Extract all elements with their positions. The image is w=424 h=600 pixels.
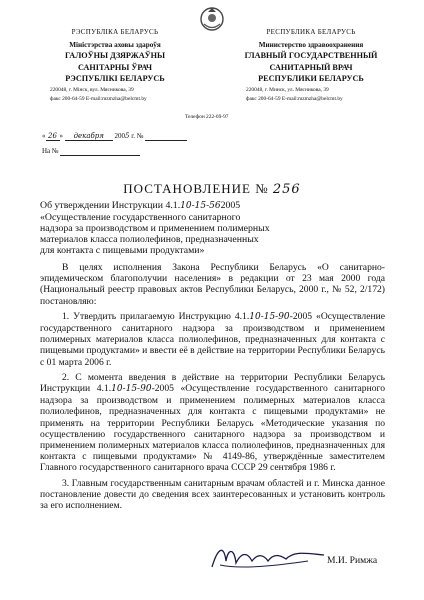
instruction-code: 10-15-90 xyxy=(111,384,152,395)
signer-name: М.И. Римжа xyxy=(327,555,378,566)
date-year-prefix: 200 xyxy=(114,132,125,140)
letterhead-title-line: РЭСПУБЛІКІ БЕЛАРУСЬ xyxy=(65,74,165,84)
subject-code: 10-15-56 xyxy=(180,201,221,211)
subject-line: 2005 xyxy=(220,200,241,211)
letterhead-title-line: САНИТАРНЫЙ ВРАЧ xyxy=(269,62,353,72)
subject-line: «Осуществление государственного санитарного xyxy=(40,212,241,223)
letterhead-address: 220048, г. Минск, ул. Мясникова, 39 xyxy=(246,86,329,93)
letterhead-right xyxy=(226,28,396,102)
letterhead-title-line: ГЛАВНЫЙ ГОСУДАРСТВЕННЫЙ xyxy=(244,51,378,61)
letterhead-phone: Телефон 222-69-97 xyxy=(185,114,229,120)
state-emblem-icon xyxy=(198,4,226,34)
letterhead-fax-email: факс 200-64-59 E-mail:mzmzha@belcmt.by xyxy=(50,95,147,102)
reference-line xyxy=(42,147,140,156)
handwritten-signature xyxy=(208,541,328,573)
instruction-code: 10-15-90 xyxy=(249,311,290,322)
date-year-label: г. xyxy=(131,132,136,140)
paragraph: 2. С момента введения в действие на территории Республики Беларусь Инструкции 4.1.10-15-90-2005 «Осуществление государственного санитарного надзора за производством и применением полимерных материалов класса полиолефинов, предназначенных для контакта с пищевыми продуктами» не применять на территории Республики Беларусь «Методические указания по осуществлению государственного санитарного надзора за производством и применением полимерных материалов класса полиолефинов, предназначенных для контакта с пищевыми продуктами» № 4149-86, утверждённые заместителем Главного государственного санитарного врача СССР 29 сентября 1986 г. xyxy=(40,371,385,474)
letterhead-title-line: РЕСПУБЛИКИ БЕЛАРУСЬ xyxy=(258,74,364,84)
letterhead-title-line: ГАЛОЎНЫ ДЗЯРЖАЎНЫ xyxy=(64,51,166,61)
letterhead-country: РЕСПУБЛИКА БЕЛАРУСЬ xyxy=(266,28,356,36)
number-label: № xyxy=(136,132,144,140)
subject-line: материалов класса полиолефинов, предназначенных xyxy=(40,234,259,245)
subject-line: надзора за производством и применением полимерных xyxy=(40,223,270,234)
date-line: « 26 » декабря 2005 г. № xyxy=(42,132,187,141)
document-body xyxy=(40,262,385,515)
date-year-suffix: 5 xyxy=(125,132,130,140)
subject-line: Об утверждении Инструкции 4.1. xyxy=(40,200,181,211)
document-title-text: ПОСТАНОВЛЕНИЕ № xyxy=(123,181,269,196)
letterhead-country: РЭСПУБЛІКА БЕЛАРУСЬ xyxy=(71,28,159,36)
subject-line: для контакта с пищевыми продуктами» xyxy=(40,245,205,256)
date-day: 26 xyxy=(46,132,60,141)
letterhead-address: 220048, г. Мінск, вул. Мясникова, 39 xyxy=(50,86,134,93)
reference-label: На № xyxy=(42,147,59,155)
date-month: декабря xyxy=(65,132,113,141)
letterhead-fax-email: факс 200-64-59 E-mail:mzmzha@belcmt.by xyxy=(246,95,343,102)
letterhead-ministry: Министерство здравоохранения xyxy=(258,41,364,50)
letterhead-left xyxy=(30,28,200,102)
document-subject xyxy=(40,200,310,256)
paragraph: 1. Утвердить прилагаемую Инструкцию 4.1.10-15-90-2005 «Осуществление государственного санитарного надзора за производством и применением полимерных материалов класса полиолефинов, предназначенных для контакта с пищевыми продуктами» и ввести её в действие на территории Республики Беларусь с 01 марта 2006 г. xyxy=(40,310,385,368)
paragraph: 3. Главным государственным санитарным врачам областей и г. Минска данное постановление довести до сведения всех заинтересованных и установить контроль за его исполнением. xyxy=(40,477,385,512)
letterhead-ministry: Міністэрства аховы здароўя xyxy=(69,41,161,50)
paragraph: В целях исполнения Закона Республики Беларусь «О санитарно-эпидемическом благополучии населения» в редакции от 23 мая 2000 года (Национальный реестр правовых актов Республики Беларусь, 2000 г., № 52, 2/172) постановляю: xyxy=(40,262,385,307)
document-title xyxy=(0,181,424,197)
document-number: 256 xyxy=(272,182,301,197)
letterhead-title-line: САНІТАРНЫ ЎРАЧ xyxy=(77,62,153,72)
